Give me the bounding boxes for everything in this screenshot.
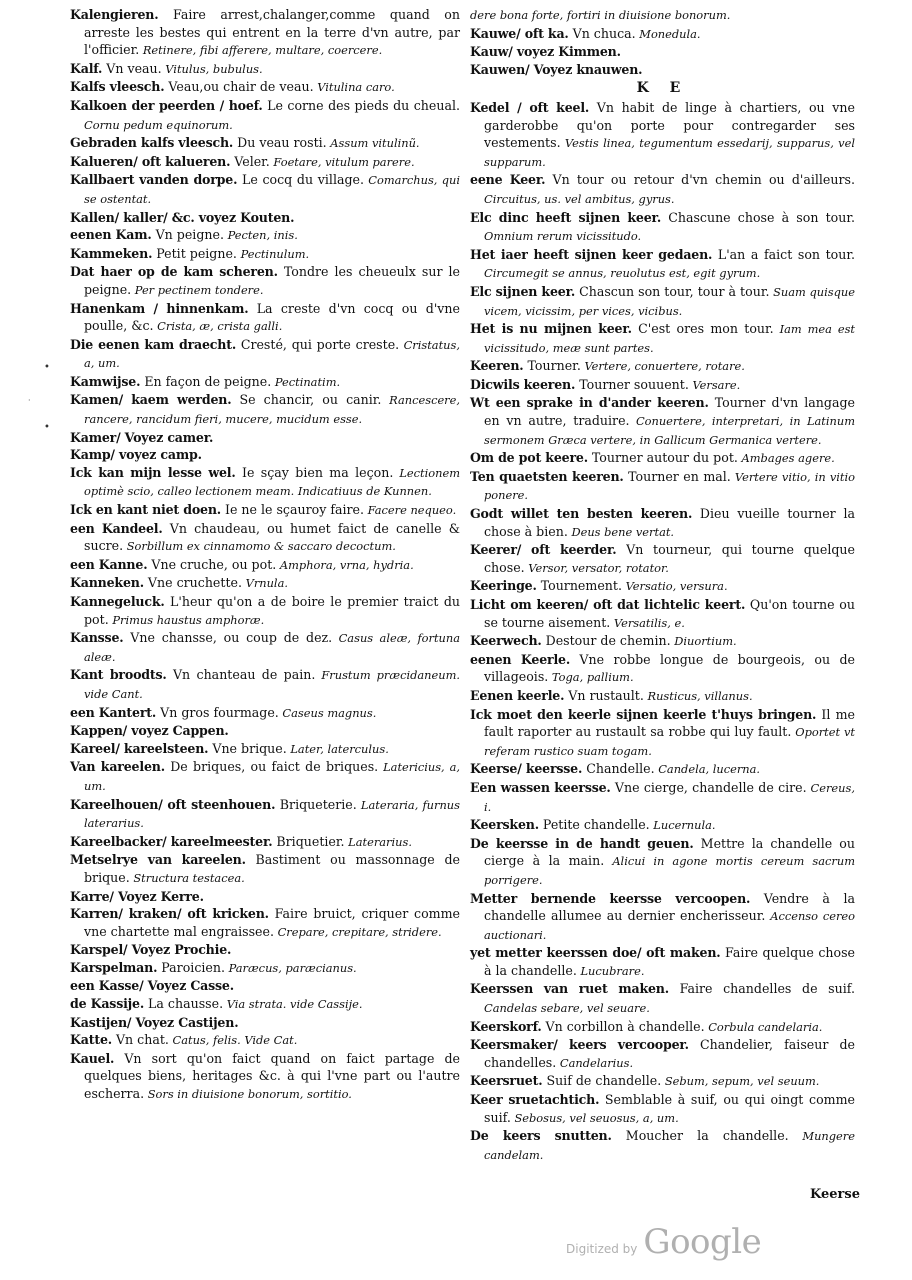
french-gloss: Vn rustault.	[564, 687, 644, 703]
section-heading: K E	[636, 80, 689, 97]
headword: Die eenen kam draecht.	[70, 336, 237, 352]
dictionary-entry	[70, 1050, 460, 1104]
headword: Hanenkam / hinnenkam.	[70, 300, 249, 316]
latin-gloss: Mungere candelam.	[484, 1129, 855, 1162]
french-gloss: Chandelier, faiseur de chandelles.	[484, 1037, 856, 1070]
dictionary-entry	[70, 796, 460, 833]
dictionary-entry	[70, 78, 460, 97]
headword: Elc dinc heeft sijnen keer.	[470, 209, 662, 225]
dictionary-entry	[70, 300, 460, 336]
latin-gloss: Candelas sebare, vel seuare.	[484, 1001, 650, 1016]
dictionary-entry	[70, 429, 460, 447]
french-gloss: Vn tour ou retour d'vn chemin ou d'ailleurs.	[545, 172, 855, 188]
french-gloss: Vne brique.	[208, 740, 287, 756]
right-column-top	[470, 6, 855, 78]
headword: Keeren.	[470, 358, 524, 374]
french-gloss: Vne cierge, chandelle de cire.	[610, 779, 807, 795]
latin-gloss: Per pectinem tondere.	[131, 282, 264, 297]
latin-gloss: Catus, felis. Vide Cat.	[168, 1033, 298, 1048]
dictionary-entry	[470, 394, 855, 449]
dictionary-entry	[470, 596, 855, 632]
dictionary-entry	[470, 651, 855, 687]
dictionary-entry	[70, 226, 460, 245]
french-gloss: Tourner.	[523, 358, 581, 374]
latin-gloss: Monedula.	[635, 26, 701, 41]
headword: Katte.	[70, 1032, 112, 1048]
latin-gloss: Caseus magnus.	[278, 705, 377, 720]
headword: Keersken.	[470, 817, 539, 833]
french-gloss: Vne robbe longue de bourgeois, ou de villageois.	[484, 651, 855, 685]
french-gloss: Vn corbillon à chandelle.	[541, 1018, 705, 1034]
latin-gloss: Cereus, i.	[484, 780, 855, 814]
headword: eenen Kam.	[70, 227, 152, 243]
latin-gloss: Oportet vt referam rustico suam togam.	[484, 725, 855, 758]
headword: Metter bernende keersse vercoopen.	[470, 890, 751, 906]
latin-gloss: Sebosus, vel seuosus, a, um.	[510, 1110, 679, 1125]
latin-gloss: Lectionem optimè scio, calleo lectionem meam. Indicatiuus de Kunnen.	[84, 465, 461, 499]
latin-gloss: Vrnula.	[241, 576, 288, 591]
french-gloss: Faire bruict, criquer comme vne chartette mal engraissee.	[84, 906, 460, 939]
french-gloss: Il me fault raporter au rustault sa robbe qui luy fault.	[484, 706, 855, 740]
dictionary-entry	[470, 25, 855, 44]
headword: yet metter keerssen doe/ oft maken.	[470, 945, 721, 961]
headword: Licht om keeren/ oft dat lichtelic keert.	[470, 597, 746, 612]
french-gloss: Faire chandelles de suif.	[668, 981, 855, 997]
french-gloss: Tournement.	[536, 578, 622, 594]
latin-gloss: Versatilis, e.	[610, 615, 685, 630]
latin-gloss: Lucubrare.	[576, 963, 645, 978]
dictionary-entry	[470, 1091, 855, 1127]
french-gloss: Chascun son tour, tour à tour.	[575, 283, 770, 299]
watermark-prefix: Digitized by	[566, 1242, 638, 1256]
dictionary-entry	[70, 171, 460, 208]
latin-gloss: Comarchus, qui se ostentat.	[84, 173, 460, 206]
headword: Kalf.	[70, 60, 103, 76]
headword: Kamer/ Voyez camer.	[70, 429, 214, 445]
dictionary-entry	[470, 687, 855, 706]
headword: Ick kan mijn lesse wel.	[70, 464, 236, 480]
headword: Kant broodts.	[70, 667, 167, 683]
headword: Kammeken.	[70, 245, 153, 261]
headword: Keer sruetachtich.	[470, 1092, 600, 1108]
french-gloss: Moucher la chandelle.	[611, 1128, 789, 1144]
latin-gloss: Deus bene vertat.	[567, 524, 675, 539]
headword: De keers snutten.	[470, 1128, 612, 1144]
latin-gloss: Crepare, crepitare, stridere.	[273, 924, 442, 939]
dictionary-entry	[70, 1031, 460, 1050]
dictionary-entry	[470, 283, 855, 320]
dictionary-entry	[70, 959, 460, 978]
latin-gloss: Suam quisque vicem, vicissim, per vices, vicibus.	[484, 284, 855, 318]
headword: een Kanne.	[70, 556, 148, 572]
french-gloss: Qu'on tourne ou se tourne aisement.	[484, 597, 855, 630]
margin-marks: • •	[44, 362, 50, 433]
latin-gloss: Circuitus, us. vel ambitus, gyrus.	[484, 191, 675, 206]
latin-gloss: Vitulina caro.	[313, 80, 395, 95]
dictionary-entry	[470, 835, 855, 890]
french-gloss: L'an a faict son tour.	[712, 246, 855, 262]
latin-gloss: Pectinatim.	[271, 374, 341, 389]
french-gloss: Destour de chemin.	[541, 633, 671, 649]
headword: Kappen/ voyez Cappen.	[70, 723, 229, 739]
french-gloss: Cresté, qui porte creste.	[236, 336, 400, 352]
french-gloss: Vn gros fourmage.	[156, 704, 279, 720]
french-gloss: La creste d'vn cocq ou d'vne poulle, &c.	[84, 300, 460, 334]
french-gloss: En façon de peigne.	[140, 373, 272, 389]
headword: Keerssen van ruet maken.	[470, 981, 669, 997]
dictionary-entry	[470, 376, 855, 395]
google-logo: Google	[643, 1222, 762, 1262]
latin-gloss: Frustum præcidaneum. vide Cant.	[84, 668, 461, 701]
headword: eene Keer.	[470, 172, 546, 188]
french-gloss: Chandelle.	[582, 761, 655, 777]
latin-gloss: Pecten, inis.	[223, 228, 298, 243]
dictionary-entry	[70, 629, 460, 666]
dictionary-entry	[70, 153, 460, 172]
headword: Kamp/ voyez camp.	[70, 447, 202, 463]
latin-gloss: Versor, versator, rotator.	[524, 560, 669, 575]
headword: Karre/ Voyez Kerre.	[70, 888, 204, 904]
dictionary-entry	[70, 905, 460, 941]
dictionary-entry	[70, 1014, 460, 1032]
french-gloss: Petit peigne.	[152, 245, 237, 261]
latin-gloss: Latericius, a, um.	[84, 760, 460, 793]
french-gloss: Veau,ou chair de veau.	[164, 79, 314, 95]
latin-gloss: Sebum, sepum, vel seuum.	[661, 1074, 820, 1089]
dictionary-entry	[70, 97, 460, 134]
dictionary-entry	[470, 246, 855, 283]
french-gloss: Vn peigne.	[151, 227, 224, 243]
latin-gloss: Sorbillum ex cinnamomo & saccaro decoctum.	[123, 539, 396, 554]
french-gloss: Briqueterie.	[275, 796, 357, 812]
french-gloss: Se chancir, ou canir.	[231, 392, 382, 408]
headword: Keersruet.	[470, 1073, 543, 1089]
french-gloss: L'heur qu'on a de boire le premier traict du pot.	[84, 594, 460, 627]
headword: Kamen/ kaem werden.	[70, 392, 232, 408]
dictionary-entry	[70, 6, 460, 60]
headword: Keeringe.	[470, 578, 537, 594]
french-gloss: De briques, ou faict de briques.	[164, 759, 379, 775]
headword: Kanneken.	[70, 575, 144, 591]
french-gloss: Vn tourneur, qui tourne quelque chose.	[484, 542, 855, 575]
headword: Wt een sprake in d'ander keeren.	[470, 395, 709, 411]
headword: Elc sijnen keer.	[470, 283, 576, 299]
dictionary-entry	[470, 99, 855, 171]
dictionary-entry	[70, 833, 460, 852]
headword: Kallbaert vanden dorpe.	[70, 172, 238, 188]
dictionary-entry	[470, 468, 855, 505]
latin-gloss: Alicui in agone mortis cereum sacrum porrigere.	[484, 854, 856, 887]
watermark	[566, 1218, 761, 1262]
latin-gloss: Amphora, vrna, hydria.	[276, 557, 414, 572]
french-gloss: Tourner en mal.	[623, 468, 731, 484]
dictionary-entry	[70, 941, 460, 959]
headword: Ick moet den keerle sijnen keerle t'huys bringen.	[470, 706, 817, 722]
french-gloss: Semblable à suif, ou qui oingt comme suif.	[484, 1092, 855, 1125]
headword: Godt willet ten besten keeren.	[470, 506, 693, 522]
headword: Eenen keerle.	[470, 687, 565, 703]
french-gloss: Vn chat.	[111, 1032, 169, 1048]
headword: Kareel/ kareelsteen.	[70, 740, 209, 756]
dictionary-entry	[470, 171, 855, 208]
dictionary-entry	[70, 758, 460, 795]
latin-gloss: Retinere, fibi afferere, multare, coercere.	[139, 43, 383, 58]
french-gloss: Vne cruchette.	[143, 575, 242, 591]
latin-gloss: Sors in diuisione bonorum, sortitio.	[144, 1087, 352, 1102]
dictionary-entry	[70, 574, 460, 593]
headword: Het is nu mijnen keer.	[470, 321, 632, 337]
dictionary-entry	[70, 263, 460, 299]
french-gloss: Mettre la chandelle ou cierge à la main.	[484, 835, 855, 869]
latin-gloss: Later, laterculus.	[286, 741, 389, 756]
french-gloss: Suif de chandelle.	[542, 1073, 662, 1089]
dictionary-entry	[70, 851, 460, 887]
latin-gloss: Ambages agere.	[737, 451, 835, 466]
latin-gloss: Accenso cereo auctionari.	[484, 909, 855, 942]
headword: Kalueren/ oft kalueren.	[70, 153, 231, 169]
dictionary-entry	[470, 632, 855, 651]
dictionary-entry	[70, 501, 460, 520]
latin-gloss: Assum vitulinũ.	[326, 136, 420, 151]
latin-gloss: Vitulus, bubulus.	[161, 61, 263, 76]
french-gloss: Vne cruche, ou pot.	[147, 556, 277, 572]
catchword: Keerse	[810, 1187, 860, 1202]
headword: Kauwen/ Voyez knauwen.	[470, 61, 643, 77]
latin-gloss: Casus aleæ, fortuna aleæ.	[84, 631, 460, 664]
dictionary-entry	[470, 1018, 855, 1037]
latin-gloss: Corbula candelaria.	[704, 1019, 823, 1034]
right-column-entries	[470, 99, 855, 1164]
french-gloss: C'est ores mon tour.	[631, 321, 774, 337]
headword: Metselrye van kareelen.	[70, 852, 246, 868]
dictionary-entry	[70, 134, 460, 153]
french-gloss: Bastiment ou massonnage de brique.	[84, 852, 461, 885]
headword: Kedel / oft keel.	[470, 99, 590, 115]
dictionary-entry	[70, 464, 460, 501]
dictionary-entry	[70, 245, 460, 264]
headword: een Kandeel.	[70, 520, 163, 536]
headword: Kalengieren.	[70, 7, 159, 22]
dictionary-entry	[470, 816, 855, 835]
headword: Kareelbacker/ kareelmeester.	[70, 833, 273, 849]
dictionary-entry	[70, 60, 460, 79]
latin-gloss: Pectinulum.	[236, 246, 310, 261]
dictionary-entry	[470, 505, 855, 541]
french-gloss: Petite chandelle.	[538, 817, 650, 833]
headword: Keersmaker/ keers vercooper.	[470, 1037, 689, 1053]
latin-gloss: Cornu pedum equinorum.	[84, 117, 233, 132]
headword: Kastijen/ Voyez Castijen.	[70, 1014, 239, 1030]
french-gloss: Dieu vueille tourner la chose à bien.	[484, 506, 855, 539]
headword: Kansse.	[70, 630, 124, 646]
headword: Ten quaetsten keeren.	[470, 468, 624, 484]
latin-gloss: Conuertere, interpretari, in Latinum sermonem Græca vertere, in Gallicum Germanica vertere.	[484, 414, 855, 447]
dictionary-entry	[470, 449, 855, 468]
headword: Kareelhouen/ oft steenhouen.	[70, 796, 276, 812]
french-gloss: Vendre à la chandelle allumee au dernier encherisseur.	[484, 890, 855, 924]
dictionary-entry	[70, 336, 460, 373]
french-gloss: Tourner d'vn langage en vn autre, traduire.	[484, 395, 855, 429]
dictionary-entry	[470, 980, 855, 1017]
latin-gloss: Rancescere, rancere, rancidum fieri, mucere, mucidum esse.	[84, 393, 460, 427]
latin-gloss: Foetare, vitulum parere.	[269, 154, 415, 169]
dictionary-entry	[70, 209, 460, 227]
dictionary-entry	[70, 556, 460, 575]
dictionary-entry	[470, 320, 855, 357]
dictionary-entry	[70, 520, 460, 556]
latin-gloss: Facere nequeo.	[364, 503, 457, 518]
french-gloss: Vn habit de linge à chartiers, ou vne garderobbe qu'on porte pour contregarder ses vestements.	[484, 99, 855, 151]
dictionary-entry	[70, 995, 460, 1014]
french-gloss: Briquetier.	[272, 833, 345, 849]
headword: Om de pot keere.	[470, 450, 588, 466]
headword: Karspelman.	[70, 959, 158, 975]
french-gloss: Chascune chose à son tour.	[661, 209, 856, 225]
headword: eenen Keerle.	[470, 651, 571, 667]
latin-gloss: Versare.	[688, 377, 741, 392]
headword: Kallen/ kaller/ &c. voyez Kouten.	[70, 209, 295, 225]
french-gloss: Tondre les cheueulx sur le peigne.	[84, 264, 460, 297]
headword: Karspel/ Voyez Prochie.	[70, 942, 232, 958]
dictionary-entry	[70, 704, 460, 723]
headword: de Kassije.	[70, 996, 145, 1012]
french-gloss: Tourner autour du pot.	[587, 450, 738, 466]
latin-gloss: Candela, lucerna.	[654, 762, 761, 777]
latin-gloss: Vestis linea, tegumentum essedarij, supparus, vel supparum.	[484, 136, 855, 169]
french-gloss: Paroicien.	[157, 959, 225, 975]
french-gloss: Vn chaudeau, ou humet faict de canelle & sucre.	[84, 520, 460, 554]
french-gloss: Faire arrest,chalanger,comme quand on arreste les bestes qui entrent en la terre d'vn autre, par l'officier.	[84, 7, 460, 58]
latin-gloss: Candelarius.	[556, 1055, 634, 1070]
dictionary-entry	[470, 706, 855, 761]
french-gloss: Vn sort qu'on faict quand on faict partage de quelques biens, heritages &c. à qui l'vne part ou l'autre escherra.	[84, 1050, 460, 1102]
dictionary-entry	[470, 209, 855, 246]
headword: Keerskorf.	[470, 1018, 542, 1034]
french-gloss: La chausse.	[144, 996, 224, 1012]
latin-gloss: Crista, æ, crista galli.	[153, 319, 283, 334]
headword: een Kantert.	[70, 704, 157, 720]
french-gloss: Ie ne le sçauroy faire.	[220, 502, 364, 518]
french-gloss: Vn chanteau de pain.	[166, 667, 316, 683]
headword: een Kasse/ Voyez Casse.	[70, 978, 234, 994]
dictionary-entry	[70, 888, 460, 906]
headword: Het iaer heeft sijnen keer gedaen.	[470, 246, 713, 262]
headword: Keerer/ oft keerder.	[470, 542, 617, 558]
latin-gloss: Versatio, versura.	[621, 579, 728, 594]
dictionary-entry	[70, 446, 460, 464]
latin-gloss: Rusticus, villanus.	[643, 688, 753, 703]
headword: Kalkoen der peerden / hoef.	[70, 97, 263, 113]
french-gloss: Faire quelque chose à la chandelle.	[484, 945, 855, 978]
headword: Kamwijse.	[70, 373, 141, 389]
french-gloss: Vne chansse, ou coup de dez.	[123, 630, 333, 646]
french-gloss: Le cocq du village.	[237, 172, 364, 188]
headword: Een wassen keersse.	[470, 779, 611, 795]
headword: Van kareelen.	[70, 759, 165, 775]
headword: Kauel.	[70, 1050, 115, 1066]
dictionary-entry	[470, 760, 855, 779]
headword: Kannegeluck.	[70, 594, 165, 609]
dictionary-entry	[470, 1072, 855, 1091]
dictionary-entry	[470, 61, 855, 79]
latin-gloss: Via strata. vide Cassije.	[223, 997, 363, 1012]
french-gloss: Le corne des pieds du cheual.	[262, 97, 460, 113]
latin-gloss: Lateraria, furnus laterarius.	[84, 797, 460, 831]
headword: Kalfs vleesch.	[70, 79, 165, 95]
headword: Keerwech.	[470, 633, 542, 649]
dictionary-entry	[70, 977, 460, 995]
latin-gloss: Vertere, conuertere, rotare.	[580, 359, 745, 374]
dictionary-entry	[470, 1127, 855, 1164]
dictionary-entry	[470, 541, 855, 577]
headword: De keersse in de handt geuen.	[470, 835, 694, 851]
headword: Kauw/ voyez Kimmen.	[470, 44, 621, 60]
dictionary-entry	[70, 391, 460, 428]
headword: Gebraden kalfs vleesch.	[70, 135, 234, 151]
left-column	[70, 6, 460, 1104]
latin-gloss: Lucernula.	[649, 818, 716, 833]
headword: Karren/ kraken/ oft kricken.	[70, 906, 269, 922]
latin-gloss: Circumegit se annus, reuolutus est, egit gyrum.	[484, 266, 761, 281]
dictionary-entry	[470, 6, 855, 25]
dictionary-entry	[70, 740, 460, 759]
dictionary-entry	[470, 577, 855, 596]
right-column	[470, 6, 855, 1164]
latin-gloss: Toga, pallium.	[548, 670, 634, 685]
dictionary-entry	[470, 1036, 855, 1072]
dictionary-entry	[470, 890, 855, 945]
latin-gloss: Structura testacea.	[129, 870, 245, 885]
headword: Kauwe/ oft ka.	[470, 25, 569, 41]
dictionary-entry	[470, 43, 855, 61]
latin-gloss: Cristatus, a, um.	[84, 337, 460, 371]
latin-gloss: Diuortium.	[670, 634, 737, 649]
headword: Dicwils keeren.	[470, 376, 576, 392]
dictionary-entry	[70, 373, 460, 392]
margin-mark: ·	[28, 396, 31, 405]
dictionary-entry	[70, 722, 460, 740]
french-gloss: Ie sçay bien ma leçon.	[235, 464, 394, 480]
headword: Dat haer op de kam scheren.	[70, 264, 278, 280]
french-gloss: Du veau rosti.	[233, 135, 327, 151]
dictionary-entry	[70, 593, 460, 629]
french-gloss: Vn chuca.	[568, 25, 636, 41]
french-gloss: Tourner souuent.	[575, 376, 689, 392]
french-gloss: Vn veau.	[102, 60, 162, 76]
latin-gloss: dere bona forte, fortiri in diuisione bonorum.	[470, 8, 731, 22]
latin-gloss: Iam mea est vicissitudo, meæ sunt partes.	[484, 322, 855, 355]
latin-gloss: Primus haustus amphoræ.	[108, 612, 265, 627]
headword: Ick en kant niet doen.	[70, 502, 221, 518]
dictionary-entry	[470, 944, 855, 980]
latin-gloss: Laterarius.	[344, 834, 412, 849]
latin-gloss: Vertere vitio, in vitio ponere.	[484, 469, 855, 503]
dictionary-entry	[470, 779, 855, 816]
latin-gloss: Paræcus, paræcianus.	[224, 960, 357, 975]
latin-gloss: Omnium rerum vicissitudo.	[484, 229, 642, 244]
dictionary-entry	[470, 357, 855, 376]
headword: Keerse/ keersse.	[470, 761, 583, 777]
french-gloss: Veler.	[230, 153, 270, 169]
dictionary-entry	[70, 666, 460, 703]
